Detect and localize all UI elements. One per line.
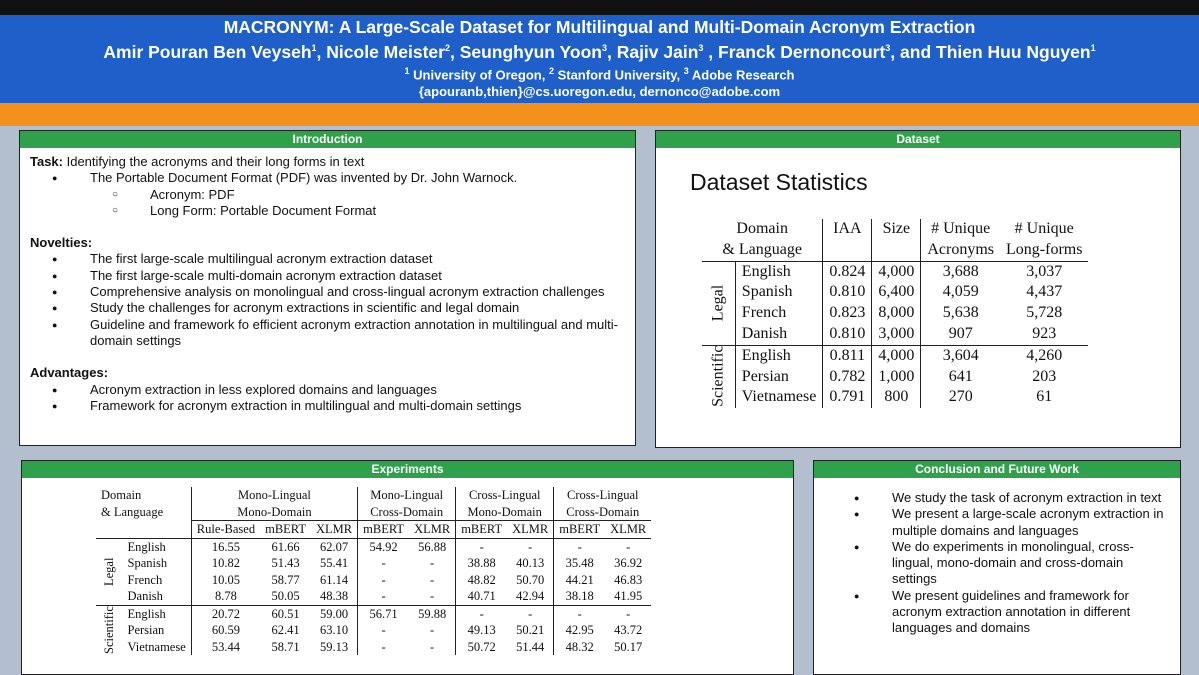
- score-cell: 48.38: [320, 589, 349, 603]
- exp-model-header: XLMR: [605, 521, 651, 539]
- ds-col-unique-acronyms: # Unique Acronyms: [921, 219, 1000, 261]
- table-row: [702, 387, 1088, 408]
- language-cell: Persian: [127, 623, 165, 637]
- advantages-label: Advantages:: [30, 365, 109, 381]
- exp-setting-line: Mono-Domain: [237, 504, 312, 519]
- affiliation-mark: 2: [548, 65, 554, 76]
- score-cell: 10.82: [191, 555, 260, 572]
- score-cell: 63.10: [320, 623, 349, 637]
- stat-cell: 5,728: [1026, 304, 1063, 322]
- exp-setting-header: [191, 487, 357, 521]
- table-row: [96, 572, 651, 589]
- score-cell: 40.13: [516, 556, 545, 570]
- novelty-item: ● The first large-scale multi-domain acronym extraction dataset: [30, 268, 625, 284]
- stat-cell: 0.824: [823, 261, 872, 282]
- score-cell: -: [528, 539, 533, 554]
- stat-cell: 270: [921, 387, 1000, 408]
- table-row: [702, 345, 1088, 366]
- table-row: [702, 261, 1088, 282]
- author-affiliation-mark: 3: [885, 43, 891, 53]
- author-separator: , and: [890, 41, 936, 62]
- language-cell: English: [127, 606, 166, 621]
- score-cell: 48.32: [554, 639, 605, 656]
- score-cell: 50.70: [516, 572, 545, 587]
- author-name: Nicole Meister: [326, 41, 445, 62]
- score-cell: 62.07: [320, 539, 349, 554]
- exp-model-header: mBERT: [456, 521, 507, 539]
- stat-cell: 3,688: [921, 261, 1000, 282]
- score-cell: 44.21: [554, 572, 605, 589]
- score-cell: 42.95: [554, 622, 605, 639]
- score-cell: 43.72: [614, 623, 643, 637]
- novelty-item: ● Comprehensive analysis on monolingual and cross-lingual acronym extraction challenges: [30, 284, 625, 300]
- table-row: [96, 639, 651, 656]
- ds-col-size: Size: [872, 219, 921, 261]
- stat-cell: 0.791: [823, 387, 872, 408]
- score-cell: 51.44: [516, 639, 545, 654]
- score-cell: 58.71: [271, 639, 300, 654]
- score-cell: 56.88: [418, 539, 447, 554]
- poster-header: [0, 15, 1199, 103]
- score-cell: -: [358, 555, 409, 572]
- language-cell: English: [735, 261, 823, 282]
- advantage-item: ● Framework for acronym extraction in multilingual and multi-domain settings: [30, 398, 625, 414]
- exp-model-header: Rule-Based: [191, 521, 260, 539]
- exp-model-header: mBERT: [554, 521, 605, 539]
- language-cell: English: [127, 539, 166, 554]
- score-cell: 50.21: [516, 623, 545, 637]
- table-row: [96, 622, 651, 639]
- score-cell: 41.95: [614, 589, 643, 603]
- stat-cell: 4,000: [872, 345, 921, 366]
- author-name: Franck Dernoncourt: [718, 41, 886, 62]
- exp-setting-header: [554, 487, 652, 521]
- table-row: [96, 555, 651, 572]
- conclusion-item: ● We present a large-scale acronym extraction in multiple domains and languages: [814, 506, 1170, 539]
- stat-cell: 641: [921, 367, 1000, 388]
- score-cell: -: [626, 539, 631, 554]
- author-affiliation-mark: 2: [444, 43, 450, 53]
- author-affiliation-mark: 3: [698, 43, 704, 53]
- stat-cell: 4,059: [921, 282, 1000, 303]
- table-row: [702, 303, 1088, 324]
- dataset-panel: [655, 130, 1181, 448]
- author-separator: ,: [449, 41, 460, 62]
- stat-cell: 6,400: [872, 282, 921, 303]
- domain-group-label: Legal: [709, 284, 727, 322]
- example-list: [30, 170, 625, 186]
- affiliation-name: Stanford University,: [553, 67, 684, 83]
- example-acronym: ○ Acronym: PDF: [30, 187, 625, 203]
- stat-cell: 1,000: [872, 367, 921, 388]
- score-cell: 46.83: [614, 572, 643, 587]
- language-cell: Danish: [127, 589, 163, 603]
- score-cell: 16.55: [191, 538, 260, 555]
- score-cell: 55.41: [320, 556, 349, 570]
- score-cell: -: [358, 622, 409, 639]
- table-row: [702, 282, 1088, 303]
- table-row: [96, 588, 651, 605]
- score-cell: 61.66: [271, 539, 300, 554]
- stat-cell: 5,638: [921, 303, 1000, 324]
- score-cell: -: [430, 623, 435, 637]
- advantages-list: [30, 382, 625, 415]
- score-cell: 49.13: [456, 622, 507, 639]
- author-name: Thien Huu Nguyen: [936, 41, 1091, 62]
- introduction-heading: Introduction: [20, 131, 635, 148]
- author-list: [0, 37, 1199, 63]
- stat-cell: 61: [1036, 388, 1053, 406]
- exp-model-header: XLMR: [311, 521, 358, 539]
- score-cell: 50.72: [456, 639, 507, 656]
- experiments-table: [96, 487, 651, 655]
- score-cell: 58.77: [271, 572, 300, 587]
- stat-cell: 907: [921, 324, 1000, 345]
- score-cell: -: [554, 538, 605, 555]
- score-cell: 8.78: [191, 588, 260, 605]
- novelties-label: Novelties:: [30, 235, 93, 251]
- language-cell: Spanish: [127, 556, 168, 570]
- stat-cell: 0.823: [823, 303, 872, 324]
- novelty-item: ● Guideline and framework fo efficient acronym extraction annotation in multilingual and multi-domain settings: [30, 317, 625, 350]
- score-cell: 59.13: [320, 639, 349, 654]
- score-cell: 42.94: [516, 589, 545, 603]
- exp-setting-line: Cross-Domain: [566, 504, 640, 519]
- exp-setting-header: [456, 487, 554, 521]
- author-separator: ,: [703, 41, 719, 62]
- score-cell: 36.92: [614, 556, 643, 570]
- task-label: Task:: [30, 154, 63, 169]
- score-cell: -: [430, 589, 435, 603]
- stat-cell: 203: [1032, 367, 1057, 385]
- score-cell: 54.92: [358, 538, 409, 555]
- score-cell: 50.17: [614, 639, 643, 654]
- author-affiliation-mark: 1: [1090, 43, 1096, 53]
- example-long-form: ○ Long Form: Portable Document Format: [30, 203, 625, 219]
- score-cell: 53.44: [191, 639, 260, 656]
- exp-model-header: XLMR: [409, 521, 456, 539]
- exp-setting-line: Cross-Domain: [370, 504, 444, 519]
- novelties-list: [30, 251, 625, 349]
- author-separator: ,: [606, 41, 617, 62]
- score-cell: 56.71: [358, 605, 409, 622]
- language-cell: Vietnamese: [735, 387, 823, 408]
- conclusion-item: ● We do experiments in monolingual, cross-lingual, mono-domain and cross-domain settings: [814, 539, 1170, 588]
- ds-col-unique-longforms: # Unique Long-forms: [1006, 220, 1083, 258]
- table-row: [96, 538, 651, 555]
- stat-cell: 4,437: [1026, 283, 1063, 301]
- stat-cell: 0.782: [823, 367, 872, 388]
- score-cell: -: [430, 556, 435, 570]
- score-cell: -: [528, 606, 533, 621]
- contact-emails: {apouranb,thien}@cs.uoregon.edu, dernonco@adobe.com: [418, 84, 781, 100]
- score-cell: 61.14: [320, 572, 349, 587]
- exp-setting-line: Mono-Lingual: [237, 488, 311, 502]
- dataset-heading: Dataset: [656, 131, 1180, 148]
- score-cell: -: [358, 639, 409, 656]
- stat-cell: 3,037: [1026, 262, 1063, 280]
- task-text: Identifying the acronyms and their long forms in text: [63, 154, 365, 169]
- exp-setting-line: Cross-Lingual: [566, 488, 639, 502]
- introduction-panel: [19, 130, 636, 446]
- affiliations: [0, 63, 1199, 83]
- author-name: Amir Pouran Ben Veyseh: [103, 41, 312, 62]
- score-cell: -: [358, 588, 409, 605]
- domain-group-label: Legal: [102, 557, 116, 586]
- language-cell: Spanish: [735, 282, 823, 303]
- conclusion-panel: [813, 460, 1181, 675]
- exp-setting-header: [358, 487, 456, 521]
- score-cell: -: [430, 572, 435, 587]
- author-name: Rajiv Jain: [616, 41, 699, 62]
- stat-cell: 800: [872, 387, 921, 408]
- score-cell: -: [430, 639, 435, 654]
- score-cell: 62.41: [271, 623, 300, 637]
- affiliation-name: University of Oregon,: [409, 67, 549, 83]
- score-cell: 51.43: [271, 556, 300, 570]
- stat-cell: 3,604: [921, 345, 1000, 366]
- score-cell: -: [358, 572, 409, 589]
- score-cell: 35.48: [554, 555, 605, 572]
- score-cell: -: [626, 606, 631, 621]
- affiliation-mark: 3: [683, 65, 689, 76]
- table-row: [702, 324, 1088, 345]
- score-cell: 38.18: [554, 588, 605, 605]
- score-cell: -: [456, 605, 507, 622]
- stat-cell: 4,000: [872, 261, 921, 282]
- introduction-body: [20, 148, 635, 420]
- score-cell: 59.88: [418, 606, 447, 621]
- language-cell: Persian: [735, 367, 823, 388]
- exp-setting-line: Mono-Domain: [467, 504, 542, 519]
- language-cell: French: [127, 572, 163, 587]
- language-cell: Danish: [735, 324, 823, 345]
- score-cell: -: [554, 605, 605, 622]
- stat-cell: 4,260: [1026, 346, 1063, 364]
- experiments-heading: Experiments: [22, 461, 793, 478]
- author-separator: ,: [316, 41, 327, 62]
- exp-col-domain: Domain & Language: [101, 488, 164, 519]
- novelty-item: ● The first large-scale multilingual acronym extraction dataset: [30, 251, 625, 267]
- conclusion-item: ● We present guidelines and framework for acronym extraction annotation in different languages and domains: [814, 588, 1170, 637]
- stat-cell: 0.811: [823, 345, 872, 366]
- score-cell: 50.05: [271, 589, 300, 603]
- author-affiliation-mark: 1: [311, 43, 317, 53]
- score-cell: -: [456, 538, 507, 555]
- affiliation-name: Adobe Research: [688, 67, 795, 83]
- conclusion-item: ● We study the task of acronym extraction in text: [814, 490, 1170, 506]
- exp-setting-line: Mono-Lingual: [370, 488, 444, 502]
- table-row: [96, 605, 651, 622]
- dataset-statistics-table: [702, 219, 1088, 408]
- example-sentence: ● The Portable Document Format (PDF) was invented by Dr. John Warnock.: [30, 170, 625, 186]
- stat-cell: 923: [1032, 324, 1057, 342]
- stat-cell: 0.810: [823, 282, 872, 303]
- score-cell: 40.71: [456, 588, 507, 605]
- conclusion-heading: Conclusion and Future Work: [814, 461, 1180, 478]
- score-cell: 38.88: [456, 555, 507, 572]
- task-line: [30, 154, 625, 170]
- exp-model-header: mBERT: [260, 521, 311, 539]
- stat-cell: 8,000: [872, 303, 921, 324]
- domain-group-label: Scientific: [709, 345, 727, 408]
- author-name: Seunghyun Yoon: [459, 41, 602, 62]
- orange-band: [0, 103, 1199, 126]
- advantage-item: ● Acronym extraction in less explored domains and languages: [30, 382, 625, 398]
- ds-col-iaa: IAA: [823, 219, 872, 261]
- novelty-item: ● Study the challenges for acronym extractions in scientific and legal domain: [30, 300, 625, 316]
- score-cell: 48.82: [456, 572, 507, 589]
- score-cell: 60.51: [271, 606, 300, 621]
- author-affiliation-mark: 3: [601, 43, 607, 53]
- conclusion-list: [814, 478, 1180, 637]
- score-cell: 60.59: [191, 622, 260, 639]
- exp-setting-line: Cross-Lingual: [468, 488, 541, 502]
- ds-col-domain: Domain & Language: [722, 220, 802, 258]
- poster-title: MACRONYM: A Large-Scale Dataset for Multilingual and Multi-Domain Acronym Extraction: [223, 17, 976, 37]
- affiliation-mark: 1: [404, 65, 410, 76]
- stat-cell: 0.810: [823, 324, 872, 345]
- exp-model-header: XLMR: [507, 521, 554, 539]
- score-cell: 59.00: [320, 606, 349, 621]
- stat-cell: 3,000: [872, 324, 921, 345]
- language-cell: French: [735, 303, 823, 324]
- exp-model-header: mBERT: [358, 521, 409, 539]
- top-black-bar: [0, 0, 1199, 15]
- language-cell: Vietnamese: [127, 639, 186, 654]
- example-detail-list: [30, 187, 625, 220]
- experiments-panel: [21, 460, 794, 675]
- score-cell: 10.05: [191, 572, 260, 589]
- score-cell: 20.72: [191, 605, 260, 622]
- language-cell: English: [735, 345, 823, 366]
- dataset-statistics-title: Dataset Statistics: [690, 169, 868, 195]
- domain-group-label: Scientific: [102, 605, 116, 654]
- table-row: [702, 367, 1088, 388]
